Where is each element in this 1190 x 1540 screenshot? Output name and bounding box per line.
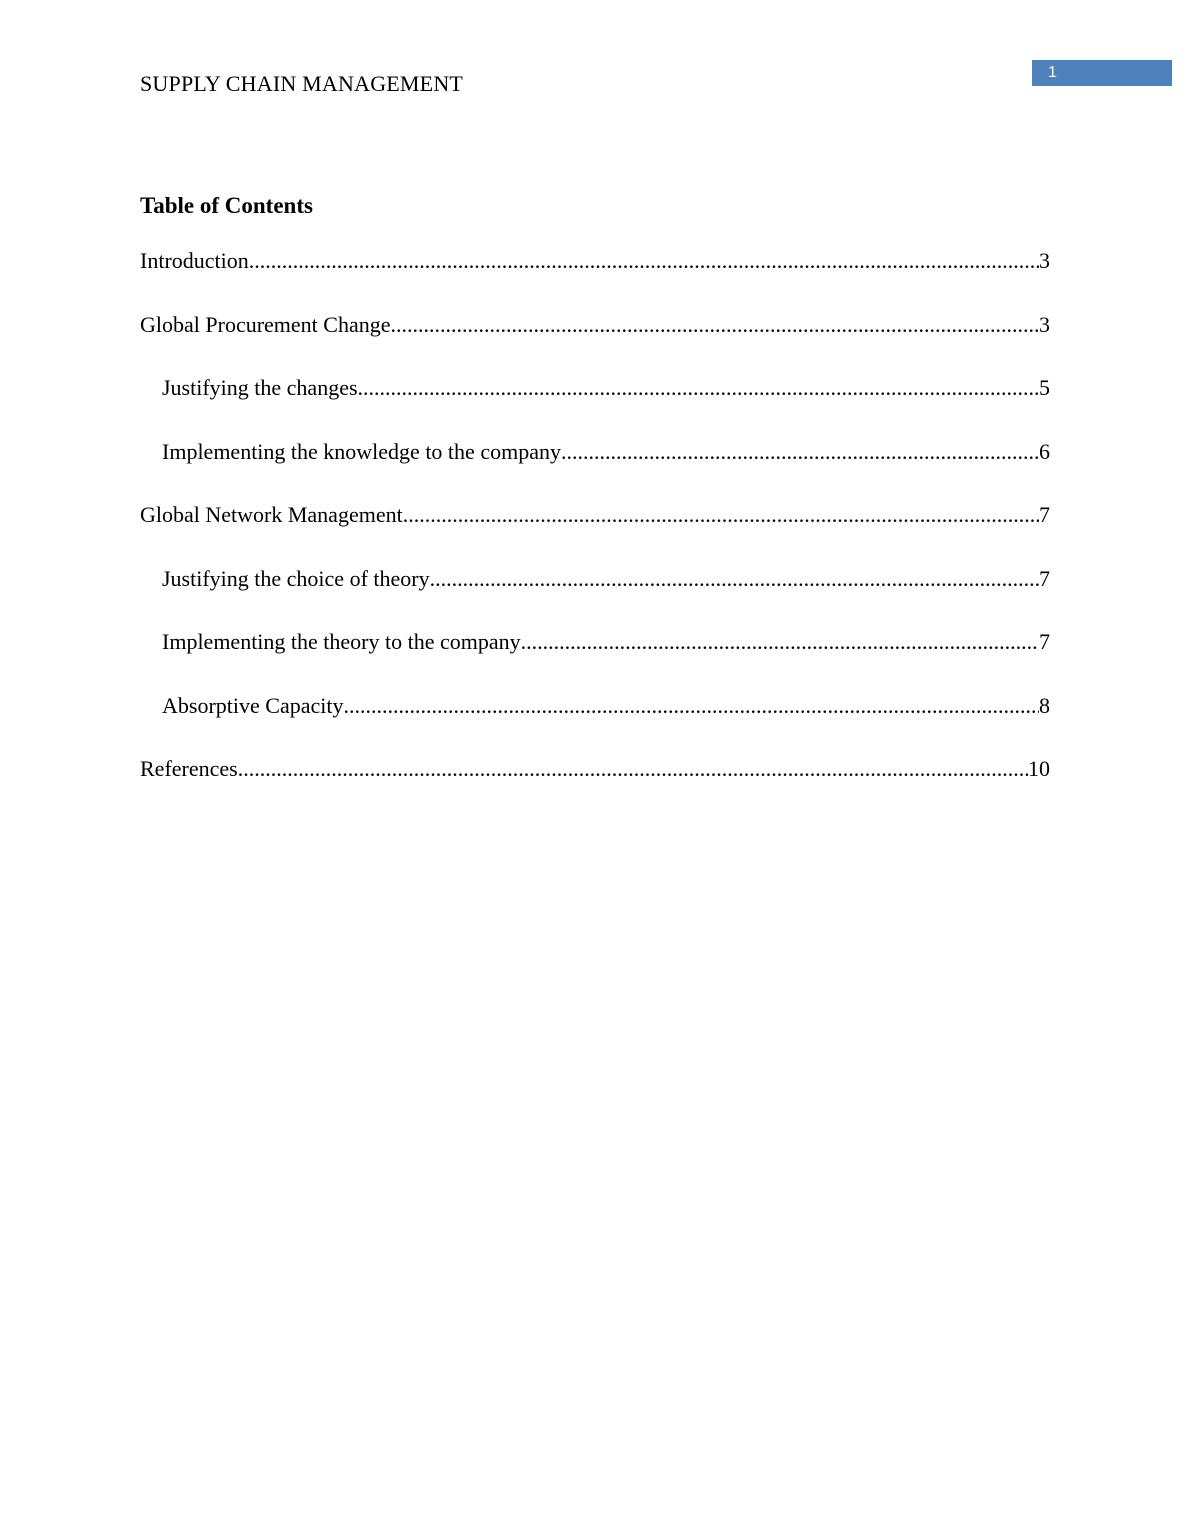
- toc-dot-leader: [521, 626, 1039, 658]
- running-head: SUPPLY CHAIN MANAGEMENT: [140, 71, 464, 96]
- toc-entry-implementing-the-theory: [140, 626, 1050, 690]
- toc-entry-page: 5: [1039, 375, 1050, 400]
- toc-entry-label: Global Network Management: [140, 502, 403, 527]
- toc-dot-leader: [561, 436, 1039, 468]
- page-number: 1: [1048, 64, 1057, 81]
- toc-link-implementing-the-knowledge[interactable]: [162, 436, 1050, 468]
- toc-entry-global-procurement-change: [140, 309, 1050, 373]
- toc-entry-label: References: [140, 756, 238, 781]
- toc-dot-leader: [249, 245, 1039, 277]
- table-of-contents: [140, 245, 1050, 817]
- toc-dot-leader: [358, 372, 1039, 404]
- page-number-badge: [1032, 60, 1172, 86]
- toc-dot-leader: [430, 563, 1039, 595]
- toc-link-global-network-management[interactable]: [140, 499, 1050, 531]
- toc-entry-label: Implementing the knowledge to the company: [162, 438, 561, 464]
- toc-entry-page: 8: [1039, 692, 1050, 718]
- toc-entry-label: Absorptive Capacity: [162, 692, 344, 718]
- toc-entry-label: Global Procurement Change: [140, 311, 391, 337]
- toc-entry-page: 7: [1039, 565, 1050, 591]
- toc-entry-label: Introduction: [140, 248, 249, 273]
- toc-entry-page: 6: [1039, 438, 1050, 464]
- toc-link-global-procurement-change[interactable]: [140, 309, 1050, 341]
- toc-link-introduction[interactable]: [140, 245, 1050, 277]
- toc-entry-page: 3: [1039, 311, 1050, 337]
- toc-entry-page: 7: [1039, 629, 1050, 654]
- toc-entry-introduction: [140, 245, 1050, 309]
- toc-entry-page: 10: [1028, 756, 1050, 781]
- toc-link-references[interactable]: [140, 753, 1050, 785]
- toc-dot-leader: [403, 499, 1039, 531]
- toc-entry-absorptive-capacity: [140, 690, 1050, 754]
- toc-entry-label: Justifying the changes: [162, 375, 358, 400]
- toc-entry-label: Justifying the choice of theory: [162, 565, 430, 591]
- toc-dot-leader: [238, 753, 1028, 785]
- toc-entry-implementing-the-knowledge: [140, 436, 1050, 500]
- toc-dot-leader: [343, 690, 1039, 722]
- toc-title: Table of Contents: [140, 193, 313, 218]
- toc-entry-page: 7: [1039, 502, 1050, 527]
- toc-link-implementing-the-theory[interactable]: [162, 626, 1050, 658]
- toc-link-justifying-the-choice-of-theory[interactable]: [162, 563, 1050, 595]
- toc-entry-references: [140, 753, 1050, 817]
- toc-link-absorptive-capacity[interactable]: [162, 690, 1050, 722]
- toc-link-justifying-the-changes[interactable]: [162, 372, 1050, 404]
- toc-entry-global-network-management: [140, 499, 1050, 563]
- toc-entry-justifying-the-choice-of-theory: [140, 563, 1050, 627]
- toc-entry-page: 3: [1039, 248, 1050, 273]
- toc-entry-label: Implementing the theory to the company: [162, 629, 521, 654]
- toc-dot-leader: [391, 309, 1040, 341]
- toc-entry-justifying-the-changes: [140, 372, 1050, 436]
